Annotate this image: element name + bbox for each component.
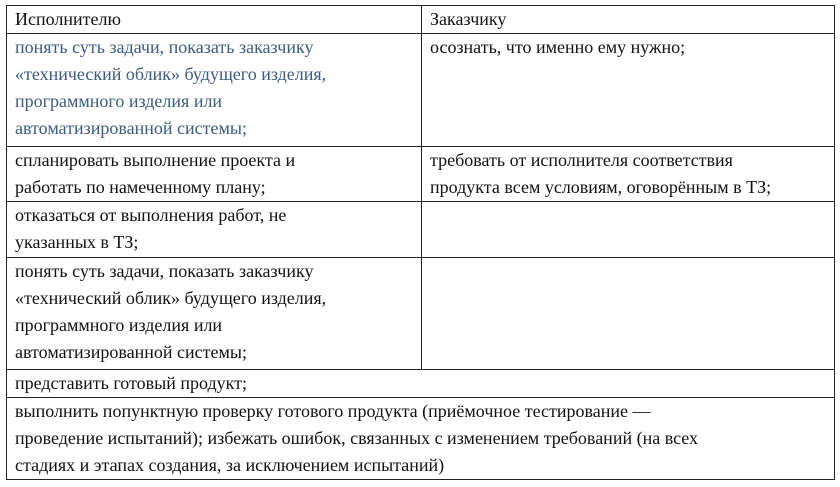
cell-line: отказаться от выполнения работ, не <box>15 205 287 225</box>
cell-line: работать по намеченному плану; <box>15 177 266 197</box>
header-row <box>7 6 835 34</box>
customer-cell <box>422 147 835 202</box>
table-row <box>7 147 835 202</box>
cell-line: понять суть задачи, показать заказчику <box>15 37 314 57</box>
cell-line: стадиях и этапах создания, за исключением испытаний) <box>15 455 445 475</box>
cell-line: «технический облик» будущего изделия, <box>15 64 327 84</box>
merged-cell <box>7 398 835 480</box>
cell-line: осознать, что именно ему нужно; <box>430 37 686 57</box>
table-row <box>7 258 835 370</box>
cell-line: автоматизированной системы; <box>15 118 247 138</box>
cell-line: проведение испытаний); избежать ошибок, связанных с изменением требований (на всех <box>15 428 699 448</box>
cell-line: указанных в ТЗ; <box>15 232 139 252</box>
cell-line: понять суть задачи, показать заказчику <box>15 261 314 281</box>
cell-line: автоматизированной системы; <box>15 342 247 362</box>
executor-cell <box>7 258 422 370</box>
executor-cell <box>7 34 422 147</box>
cell-line: требовать от исполнителя соответствия <box>430 150 733 170</box>
merged-cell <box>7 370 835 398</box>
customer-cell <box>422 34 835 147</box>
executor-cell <box>7 202 422 258</box>
cell-line: «технический облик» будущего изделия, <box>15 288 327 308</box>
customer-cell-empty <box>422 202 835 258</box>
table-row <box>7 34 835 147</box>
cell-line: продукта всем условиям, оговорённым в ТЗ; <box>430 177 772 197</box>
header-customer: Заказчику <box>422 6 835 34</box>
cell-line: представить готовый продукт; <box>15 373 248 393</box>
cell-line: спланировать выполнение проекта и <box>15 150 296 170</box>
executor-cell <box>7 147 422 202</box>
header-executor: Исполнителю <box>7 6 422 34</box>
merged-row <box>7 370 835 398</box>
cell-line: выполнить попунктную проверку готового продукта (приёмочное тестирование — <box>15 401 651 421</box>
cell-line: программного изделия или <box>15 91 223 111</box>
responsibilities-table <box>6 5 835 480</box>
merged-row <box>7 398 835 480</box>
table-row <box>7 202 835 258</box>
customer-cell-empty <box>422 258 835 370</box>
cell-line: программного изделия или <box>15 315 223 335</box>
